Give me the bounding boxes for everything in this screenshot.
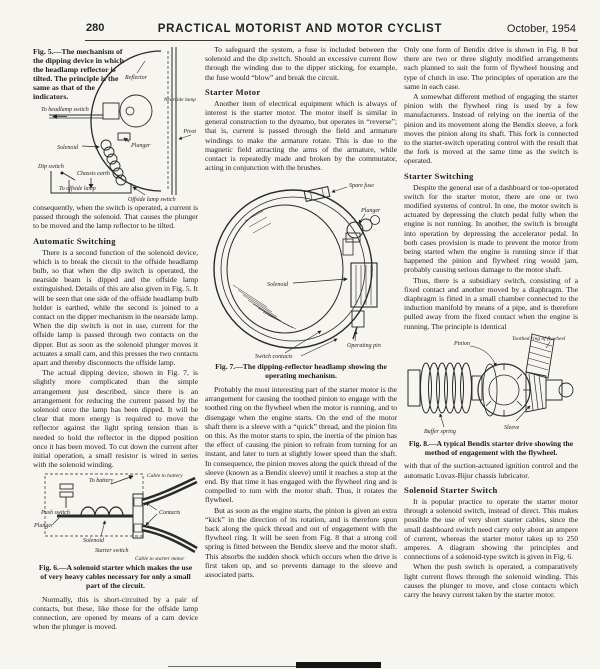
header-rule	[85, 40, 578, 41]
fig6-caption: Fig. 6.—A solenoid starter which makes the use of very heavy cables necessary for only a small part of the circuit.	[38, 563, 193, 591]
fig8-label-buffer-spring: Buffer spring	[424, 428, 456, 435]
fig5-label-dip-switch: Dip switch	[38, 164, 64, 170]
figure-6	[33, 470, 198, 562]
fig5-label-nearside-lamp: Nearside lamp	[163, 97, 196, 103]
paragraph: Despite the general use of a dashboard or toe-operated switch for the starter motor, there are one or two modified systems of control. In one, the motor switch is actuated by depressing the clutch pedal fully when the engine is not running. In another, the switch is brought into operation by depressing the accelerator pedal. In both cases provision is made to prevent the motor from being started when the engine is running since if that happened the pinion and flywheel ring would jam, probably causing serious damage to the motor shaft.	[404, 182, 578, 275]
paragraph: When the push switch is operated, a comparatively light current flows through the solenoid winding. This causes the plunger to move, and close contacts which carry the heavy current taken by the starter motor.	[404, 562, 578, 599]
fig5-label-solenoid: Solenoid	[57, 145, 78, 151]
fig6-label-to-battery: To battery	[89, 478, 114, 485]
fig5-caption: Fig. 5.—The mechanism of the dipping device in which the headlamp reflector is tilted. The principle is the same as that of the indicators.	[33, 47, 124, 101]
fig7-label-spare-fuse: Spare fuse	[349, 183, 374, 190]
paragraph: A somewhat different method of engaging the starter pinion with the flywheel ring is used by a few manufacturers. Instead of relying on the inertia of the pinion and its movement along the Bendix sleeve, a fork moves the pinion along its shaft. This fork is connected to the starter-switch operating control with the result that the fork is moved at the same time as the switch is operated.	[404, 92, 578, 166]
page-number: 280	[86, 22, 105, 34]
paragraph: The actual dipping device, shown in Fig. 7, is slightly more complicated than the simple arrangement just described, since there is an arrangement for reducing the current passed by the solenoid once the lamp has been dipped. It will be clear that more energy is required to move the reflector against the light spring tension than is needed to hold the reflector in the dipped position once it has been moved. To cut down the current after initial operation, a small resistor is wired in series with the solenoid winding.	[33, 368, 198, 470]
fig7-label-solenoid: Solenoid	[267, 282, 288, 289]
paragraph: To safeguard the system, a fuse is included between the solenoid and the dip switch. Should an excessive current flow through the winding due to the dipper sticking, for example, the fuse would “blow” and break the circuit.	[205, 45, 397, 82]
fig6-label-starter-switch: Starter switch	[95, 548, 129, 555]
figure-5	[33, 45, 198, 203]
heading-solenoid-starter-switch: Solenoid Starter Switch	[404, 484, 498, 495]
fig6-label-contacts: Contacts	[159, 510, 181, 517]
fig8-diagram	[404, 332, 578, 438]
fig5-label-offside-lamp-switch: Offside lamp switch	[128, 197, 176, 203]
fig7-label-switch-contacts: Switch contacts	[255, 354, 293, 361]
figure-7	[205, 173, 397, 361]
figure-8	[404, 332, 578, 438]
heading-starter-motor: Starter Motor	[205, 86, 261, 97]
fig6-label-cable-to-starter-motor: Cable to starter motor	[135, 556, 185, 563]
fig7-label-plunger: Plunger	[361, 208, 381, 215]
fig5-label-to-headlamp-switch: To headlamp switch	[41, 107, 89, 113]
fig5-label-pivot: Pivot	[183, 129, 196, 135]
fig5-label-chassis-earth: Chassis earth	[77, 171, 110, 177]
paragraph: It is popular practice to operate the starter motor through a solenoid switch, instead of direct. This makes possible the use of very short starter cables, since the small dashboard switch need carry only about an ampere of current, whereas the starter motor takes up to 250 amperes. A diagram showing the principles and connections of a solenoid-type switch is given in Fig. 6.	[404, 496, 578, 562]
heading-automatic-switching: Automatic Switching	[33, 235, 116, 246]
paragraph: Another item of electrical equipment which is always of interest is the starter motor. The motor itself is similar in general construction to the dynamo, but operates in “reverse”; that is, current is passed through the field and armature windings to make the armature rotate. This is due to the magnetic field attracting the arms of the armature, while contact is repeatedly made and broken by the commutator, acting in conjunction with the brushes.	[205, 98, 397, 173]
fig6-label-push-switch: Push switch	[41, 510, 70, 517]
paragraph: Normally, this is short-circuited by a pair of contacts, but these, like those for the offside lamp connection, are opened by means of a cam device when the plunger is moved.	[33, 594, 198, 632]
fig6-label-cable-to-battery: Cable to battery	[147, 473, 183, 480]
fig5-label-plunger: Plunger	[131, 143, 151, 149]
paragraph: consequently, when the switch is operated, a current is passed through the solenoid. That causes the plunger to be moved and the lamp reflector to be tilted.	[33, 203, 198, 231]
bottom-black-bar	[296, 662, 381, 668]
fig7-label-operating-pin: Operating pin	[347, 343, 381, 350]
fig7-caption: Fig. 7.—The dipping-reflector headlamp showing the operating mechanism.	[215, 362, 387, 381]
fig8-label-pinion: Pinion	[454, 340, 470, 347]
paragraph: Only one form of Bendix drive is shown in Fig. 8 but there are two or three slightly modified arrangements each planned to suit the form of flywheel housing and type of clutch in use. The principles of operation are the same in each case.	[404, 45, 578, 91]
paragraph: Thus, there is a subsidiary switch, consisting of a fixed contact and another moved by a diaphragm. The diaphragm is fitted in a small chamber connected to the induction manifold by means of a pipe, and is therefore pulled away from the fixed contact when the engine is running. The principle is identical	[404, 275, 578, 331]
paragraph: with that of the suction-actuated ignition control and the automatic Luvax-Bijur chassis lubricator.	[404, 461, 578, 480]
fig6-label-solenoid: Solenoid	[83, 538, 104, 545]
fig5-label-to-offside-lamp: To offside lamp	[59, 186, 96, 192]
fig8-label-sleeve: Sleeve	[504, 424, 520, 431]
middle-column	[205, 45, 397, 580]
magazine-title: PRACTICAL MOTORIST AND MOTOR CYCLIST	[157, 23, 443, 35]
left-column	[33, 45, 198, 633]
fig5-label-reflector: Reflector	[125, 75, 147, 81]
paragraph: But as soon as the engine starts, the pinion is given an extra “kick” in the direction of its rotation, and is therefore spun back along the quick thread and out of engagement with the flywheel ring. It will be seen from Fig. 8 that a strong coil spring is fitted between the Bendix sleeve and the motor shaft. This absorbs the sudden shock which occurs when the drive is first taken up, and so prevents damage to the sleeve and associated parts.	[205, 505, 397, 580]
right-column	[404, 45, 578, 600]
fig8-label-toothed-ring: Toothed ring of flywheel	[512, 335, 566, 342]
heading-starter-switching: Starter Switching	[404, 170, 474, 181]
fig8-caption: Fig. 8.—A typical Bendix starter drive showing the method of engagement with the flywheel.	[408, 438, 574, 457]
fig6-label-plunger: Plunger	[34, 523, 54, 530]
paragraph: There is a second function of the solenoid device, which is to break the circuit to the offside headlamp bulb, so that when the dip switch is operated, the nearside beam is dipped and the offside lamp extinguished. Details of this are also given in Fig. 5. It will be seen that one side of the offside headlamp bulb holder is earthed, while the second is joined to a contact on the dipper mechanism in the nearside lamp. When the dip switch is not in use, current for the offside lamp is passed through two contacts on the dipper. But as soon as the solenoid plunger moves it actuates a small cam, and this presses the two contacts apart and thereby disconnects the offside lamp.	[33, 247, 198, 368]
fig7-diagram	[205, 173, 397, 361]
paragraph: Probably the most interesting part of the starter motor is the arrangement for causing the toothed pinion to engage with the toothed ring on the flywheel when the motor is running, and to disengage when the engine starts. On the end of the motor shaft there is a sleeve with a “quick” thread, and the pinion fits on this. As the motor starts to spin, the inertia of the pinion has the effect of causing the pinion to refrain from turning for an instant, and later to turn at slightly lower speed than the shaft. In consequence, the pinion moves along the quick thread of the sleeve (known as a Bendix sleeve) until it reaches a stop at the end. By that time it has engaged with the flywheel ring and is compelled to turn with the motor shaft. Thus, it rotates the flywheel.	[205, 385, 397, 505]
fig6-diagram	[33, 470, 198, 562]
issue-date: October, 1954	[506, 23, 576, 35]
